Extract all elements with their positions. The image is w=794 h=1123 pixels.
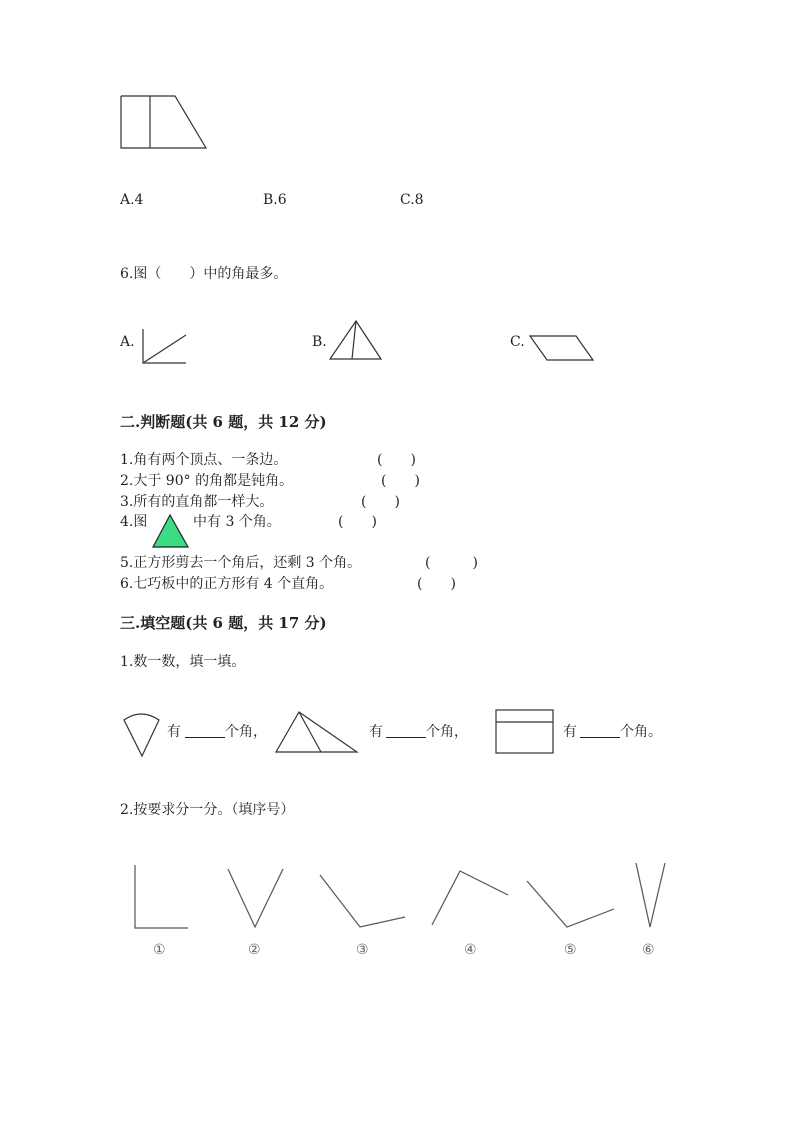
s3-q1-title: 1.数一数，填一填。 <box>120 654 246 670</box>
s2-item3-text: 3.所有的直角都一样大。 <box>120 494 274 510</box>
s2-item3-paren: ( ) <box>361 494 400 510</box>
s3-q2-label-2: ② <box>248 942 261 958</box>
s3-q1-have-3: 有 <box>563 724 577 740</box>
s2-item2-text: 2.大于 90° 的角都是钝角。 <box>120 473 294 489</box>
angle-3 <box>320 875 405 927</box>
s2-item4-paren: ( ) <box>338 514 377 530</box>
angle-2 <box>228 869 283 927</box>
angle-4 <box>432 871 508 925</box>
s3-q1-blank-1[interactable] <box>185 725 225 738</box>
s2-item4-text-post: 中有 3 个角。 <box>193 514 281 530</box>
s3-q1-blank-3[interactable] <box>580 725 620 738</box>
s3-q2-angles <box>120 855 680 935</box>
s2-item5-paren: ( ) <box>425 555 478 571</box>
s3-q1-unit-3: 个角。 <box>620 724 662 740</box>
s3-q1-blank-2[interactable] <box>386 725 426 738</box>
q6-figure-b-triangle <box>328 319 384 361</box>
q6-figure-c-parallelogram <box>528 333 596 363</box>
s3-q1-have-2: 有 <box>369 724 383 740</box>
q6-option-b: B. <box>312 334 327 350</box>
q6-option-c: C. <box>510 334 525 350</box>
s3-q1-rectangle-shape <box>494 708 556 756</box>
s3-q1-fan-shape <box>121 708 163 760</box>
section2-heading: 二.判断题(共 6 题，共 12 分) <box>120 413 327 431</box>
q6-question: 6.图（ ）中的角最多。 <box>120 266 288 282</box>
s2-item6-text: 6.七巧板中的正方形有 4 个直角。 <box>120 576 334 592</box>
s2-item4-text-pre: 4.图 <box>120 514 148 530</box>
s3-q1-unit-2: 个角， <box>426 724 468 740</box>
s3-q1-triangle-shape <box>273 709 361 755</box>
s3-q2-label-5: ⑤ <box>564 942 577 958</box>
s3-q2-label-1: ① <box>153 942 166 958</box>
q5-option-b: B.6 <box>263 192 287 208</box>
q5-option-a: A.4 <box>120 192 144 208</box>
q6-figure-a-angle <box>140 327 190 365</box>
s2-item6-paren: ( ) <box>417 576 456 592</box>
section3-heading: 三.填空题(共 6 题，共 17 分) <box>120 614 327 632</box>
angle-1 <box>135 865 188 928</box>
s3-q2-label-4: ④ <box>464 942 477 958</box>
s3-q2-label-3: ③ <box>356 942 369 958</box>
s2-item4-green-triangle <box>151 513 191 549</box>
s3-q1-unit-1: 个角， <box>225 724 267 740</box>
angle-6 <box>636 863 665 927</box>
s2-item5-text: 5.正方形剪去一个角后，还剩 3 个角。 <box>120 555 362 571</box>
q6-option-a: A. <box>120 334 135 350</box>
s2-item1-paren: ( ) <box>377 452 416 468</box>
s2-item2-paren: ( ) <box>381 473 420 489</box>
s2-item1-text: 1.角有两个顶点、一条边。 <box>120 452 288 468</box>
s3-q1-have-1: 有 <box>167 724 181 740</box>
s3-q2-title: 2.按要求分一分。（填序号） <box>120 802 295 818</box>
q5-option-c: C.8 <box>400 192 424 208</box>
q5-figure <box>118 94 210 152</box>
s3-q2-label-6: ⑥ <box>642 942 655 958</box>
angle-5 <box>527 881 614 927</box>
